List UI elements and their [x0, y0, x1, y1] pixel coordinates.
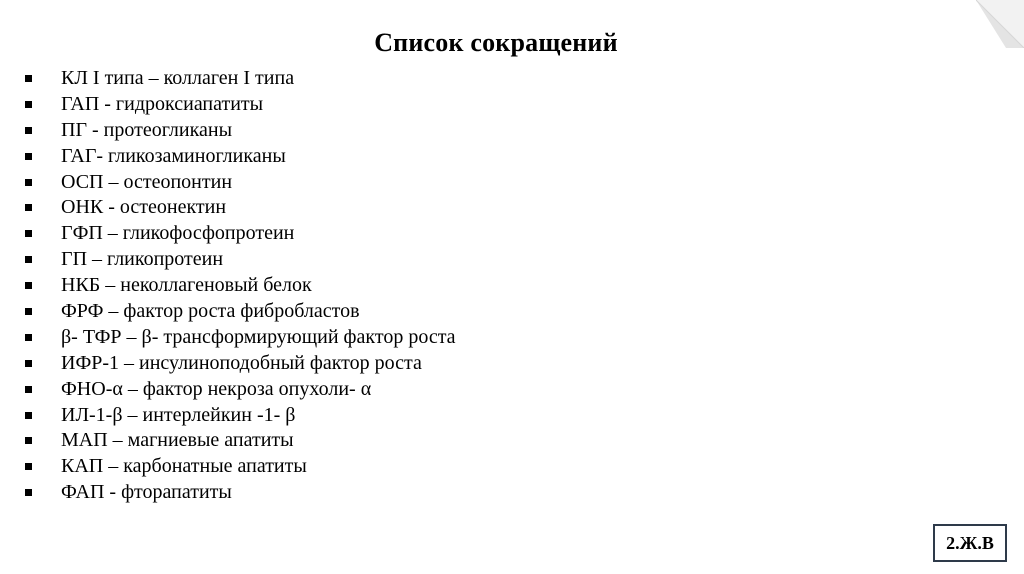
- list-item: [25, 195, 456, 221]
- list-item-text: НКБ – неколлагеновый белок: [61, 274, 312, 297]
- list-item-text: ГАГ- гликозаминогликаны: [61, 144, 286, 167]
- square-bullet-icon: [25, 282, 32, 289]
- square-bullet-icon: [25, 230, 32, 237]
- list-item: [25, 170, 456, 196]
- square-bullet-icon: [25, 204, 32, 211]
- list-item: [25, 428, 456, 454]
- list-item: [25, 351, 456, 377]
- square-bullet-icon: [25, 179, 32, 186]
- list-item-text: ФНО-α – фактор некроза опухоли- α: [61, 377, 372, 400]
- slide-label-badge: 2.Ж.В: [933, 524, 1007, 562]
- list-item-text: КЛ I типа – коллаген I типа: [61, 67, 295, 89]
- list-item-text: ГФП – гликофосфопротеин: [61, 222, 295, 245]
- square-bullet-icon: [25, 463, 32, 470]
- square-bullet-icon: [25, 308, 32, 315]
- square-bullet-icon: [25, 386, 32, 393]
- list-item: [25, 118, 456, 144]
- square-bullet-icon: [25, 437, 32, 444]
- list-item-text: КАП – карбонатные апатиты: [61, 455, 307, 478]
- list-item: [25, 325, 456, 351]
- list-item: [25, 144, 456, 170]
- list-item-text: β- ТФР – β- трансформирующий фактор роста: [61, 325, 456, 348]
- list-item-text: ИФР-1 – инсулиноподобный фактор роста: [61, 351, 422, 374]
- list-item-text: ИЛ-1-β – интерлейкин -1- β: [61, 403, 296, 426]
- list-item: [25, 299, 456, 325]
- list-item-text: ФРФ – фактор роста фибробластов: [61, 300, 360, 323]
- square-bullet-icon: [25, 153, 32, 160]
- list-item-text: ОСП – остеопонтин: [61, 170, 233, 193]
- list-item-text: МАП – магниевые апатиты: [61, 429, 294, 452]
- list-item: [25, 221, 456, 247]
- square-bullet-icon: [25, 101, 32, 108]
- list-item-text: ГАП - гидроксиапатиты: [61, 92, 264, 115]
- list-item-text: ОНК - остеонектин: [61, 196, 227, 219]
- square-bullet-icon: [25, 489, 32, 496]
- abbreviation-list: [25, 66, 456, 506]
- list-item: [25, 273, 456, 299]
- square-bullet-icon: [25, 412, 32, 419]
- list-item: [25, 454, 456, 480]
- square-bullet-icon: [25, 360, 32, 367]
- list-item: [25, 247, 456, 273]
- square-bullet-icon: [25, 334, 32, 341]
- list-item-text: ПГ - протеогликаны: [61, 118, 233, 141]
- square-bullet-icon: [25, 127, 32, 134]
- square-bullet-icon: [25, 75, 32, 82]
- list-item: [25, 377, 456, 403]
- list-item: [25, 403, 456, 429]
- list-item: [25, 66, 456, 92]
- list-item-text: ФАП - фторапатиты: [61, 481, 232, 504]
- page-title: Список сокращений: [374, 28, 618, 57]
- list-item: [25, 92, 456, 118]
- square-bullet-icon: [25, 256, 32, 263]
- list-item-text: ГП – гликопротеин: [61, 248, 224, 271]
- list-item: [25, 480, 456, 506]
